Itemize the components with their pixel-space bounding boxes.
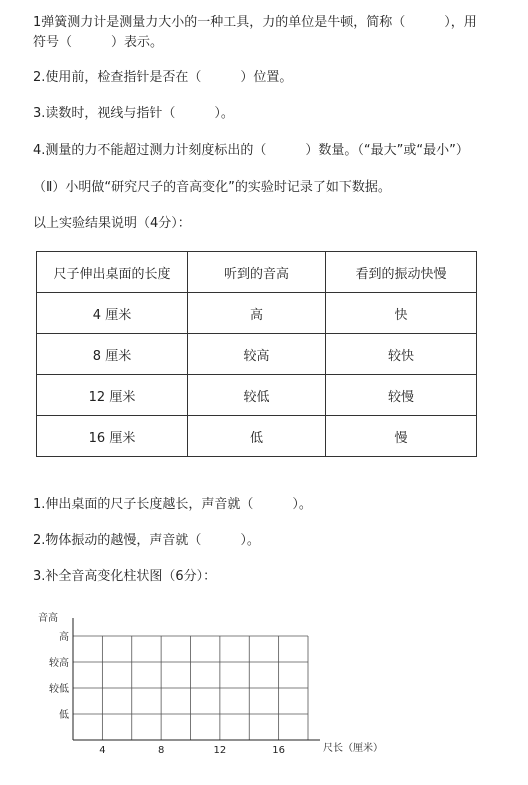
x-tick-label: 8 <box>157 745 165 756</box>
table-cell: 较慢 <box>326 375 477 416</box>
pitch-bar-chart <box>20 600 420 760</box>
y-axis-label: 音高 <box>38 613 58 624</box>
question-7: 3.补全音高变化柱状图（6分）： <box>33 569 217 584</box>
x-tick-labels <box>99 745 285 756</box>
table-cell: 较快 <box>326 334 477 375</box>
table-row <box>37 334 477 375</box>
table-cell: 4 厘米 <box>37 293 188 334</box>
table-header-cell: 尺子伸出桌面的长度 <box>37 252 188 293</box>
x-axis-label: 尺长（厘米） <box>323 743 383 754</box>
table-header-cell: 看到的振动快慢 <box>326 252 477 293</box>
question-6: 2.物体振动的越慢，声音就（ ）。 <box>33 533 260 548</box>
table-row <box>37 416 477 457</box>
table-header-cell: 听到的音高 <box>188 252 326 293</box>
y-tick-label: 较高 <box>49 658 69 669</box>
table-cell: 低 <box>188 416 326 457</box>
question-3: 3.读数时，视线与指针（ ）。 <box>33 106 234 121</box>
table-cell: 16 厘米 <box>37 416 188 457</box>
question-5: 1.伸出桌面的尺子长度越长，声音就（ ）。 <box>33 497 312 512</box>
table-cell: 快 <box>326 293 477 334</box>
question-1-line-1: 1弹簧测力计是测量力大小的一种工具，力的单位是牛顿，简称（ ），用 <box>33 15 477 30</box>
y-tick-label: 低 <box>59 710 69 721</box>
part-2-intro: （Ⅱ）小明做“研究尺子的音高变化”的实验时记录了如下数据。 <box>33 180 391 195</box>
experiment-table <box>36 251 477 457</box>
y-tick-label: 高 <box>59 632 69 643</box>
question-1-line-2: 符号（ ）表示。 <box>33 35 164 50</box>
table-cell: 12 厘米 <box>37 375 188 416</box>
x-tick-label: 12 <box>213 745 227 756</box>
table-cell: 较高 <box>188 334 326 375</box>
question-4: 4.测量的力不能超过测力计刻度标出的（ ）数量。（“最大”或“最小”） <box>33 143 469 158</box>
table-row <box>37 375 477 416</box>
table-cell: 较低 <box>188 375 326 416</box>
y-tick-label: 较低 <box>49 684 69 695</box>
table-cell: 高 <box>188 293 326 334</box>
table-cell: 慢 <box>326 416 477 457</box>
results-prompt: 以上实验结果说明（4分）： <box>33 216 191 231</box>
x-tick-label: 16 <box>272 745 285 756</box>
table-cell: 8 厘米 <box>37 334 188 375</box>
table-row <box>37 293 477 334</box>
table-header-row <box>37 252 477 293</box>
chart-grid <box>73 636 308 740</box>
x-tick-label: 4 <box>99 745 106 756</box>
question-2: 2.使用前，检查指针是否在（ ）位置。 <box>33 70 293 85</box>
y-tick-labels <box>49 630 69 721</box>
